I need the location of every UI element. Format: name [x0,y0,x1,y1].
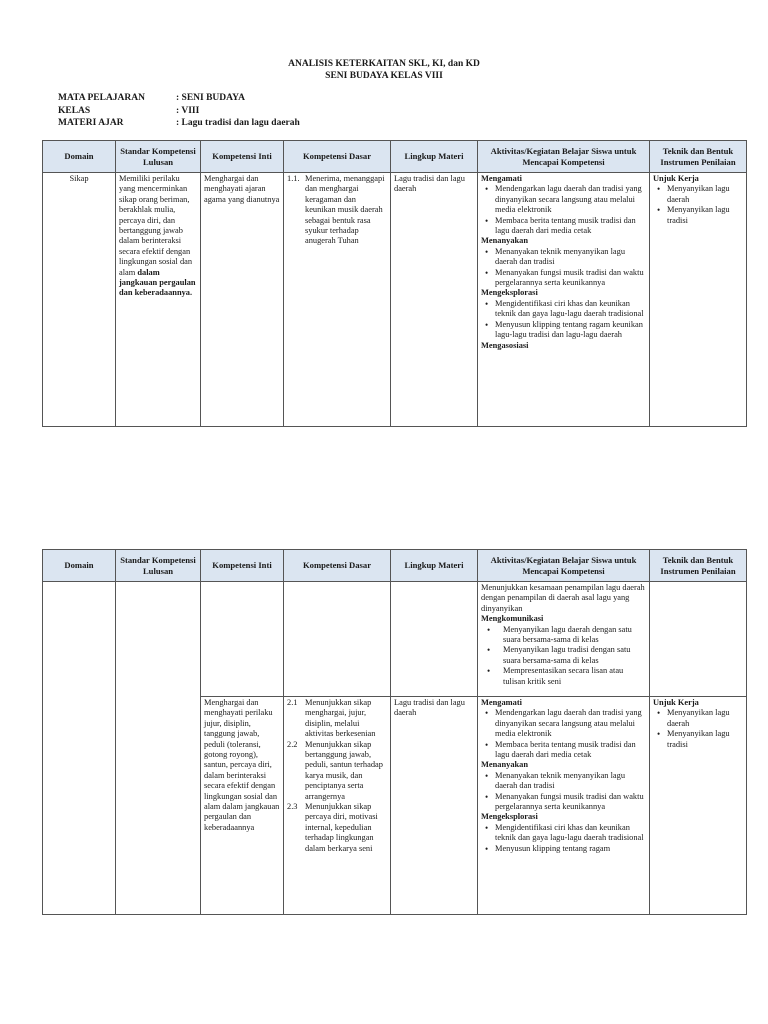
list-item: • Menyusun klipping tentang ragam keunikan lagu-lagu tradisi dan lagu-lagu daerah [481,320,646,341]
list-teknik [653,184,743,226]
analysis-table-2 [42,549,747,915]
cell-teknik [650,173,747,427]
header-ki: Kompetensi Inti [201,141,284,173]
heading-unjuk-kerja: Unjuk Kerja [653,174,699,183]
kd-text: Menunjukkan sikap percaya diri, motivasi internal, kepedulian terhadap lingkungan dalam berkarya seni [305,802,378,853]
list-item: • Mengidentifikasi ciri khas dan keunikan teknik dan gaya lagu-lagu daerah tradisional [481,823,646,844]
list-item: • Menyanyikan lagu daerah [653,708,743,729]
cell-aktivitas [478,173,650,427]
header-teknik: Teknik dan Bentuk Instrumen Penilaian [650,141,747,173]
list-menanyakan [481,771,646,813]
cell-ki: Menghargai dan menghayati ajaran agama yang dianutnya [201,173,284,427]
header-domain: Domain [43,550,116,582]
header-aktivitas: Aktivitas/Kegiatan Belajar Siswa untuk Mencapai Kompetensi [478,141,650,173]
header-teknik: Teknik dan Bentuk Instrumen Penilaian [650,550,747,582]
list-item: • Menanyakan fungsi musik tradisi dan waktu pergelarannya serta keunikannya [481,268,646,289]
cell-aktivitas [478,697,650,915]
header-domain: Domain [43,141,116,173]
kd-number: 2.3 [287,802,298,812]
kd-number: 2.2 [287,739,298,749]
cell-domain [43,582,116,915]
header-aktivitas: Aktivitas/Kegiatan Belajar Siswa untuk Mencapai Kompetensi [478,550,650,582]
header-ki: Kompetensi Inti [201,550,284,582]
list-item: • Mempresentasikan secara lisan atau tulisan kritik seni [481,666,646,687]
skl-text: Memiliki perilaku yang mencerminkan sikap orang beriman, berakhlak mulia, percaya diri, dan bertanggung jawab dalam berinteraksi secara efektif dengan lingkungan sosial dan alam [119,174,193,277]
list-item: • Menanyakan fungsi musik tradisi dan waktu pergelarannya serta keunikannya [481,792,646,813]
cell-kd [284,697,391,915]
document-meta [58,92,300,130]
heading-mengeksplorasi: Mengeksplorasi [481,812,538,822]
cell-materi: Lagu tradisi dan lagu daerah [391,173,478,427]
heading-mengamati: Mengamati [481,698,522,707]
list-mengeksplorasi [481,823,646,854]
table-row [43,582,747,697]
kd-text: Menunjukkan sikap menghargai, jujur, disiplin, melalui aktivitas berkesenian [305,698,376,739]
list-item: • Membaca berita tentang musik tradisi dan lagu daerah dari media cetak [481,216,646,237]
list-item: • Menyanyikan lagu daerah [653,184,743,205]
heading-menanyakan: Menanyakan [481,236,529,246]
list-item: • Membaca berita tentang musik tradisi dan lagu daerah dari media cetak [481,740,646,761]
meta-row-kelas [58,105,300,118]
list-item: • Menanyakan teknik menyanyikan lagu daerah dan tradisi [481,247,646,268]
header-kd: Kompetensi Dasar [284,141,391,173]
list-mengamati [481,708,646,760]
heading-mengamati: Mengamati [481,174,522,183]
list-item: • Menyusun klipping tentang ragam [481,844,646,854]
list-item: • Mendengarkan lagu daerah dan tradisi yang dinyanyikan secara langsung atau melalui media elektronik [481,184,646,215]
kd-item [287,740,387,802]
list-item: • Mengidentifikasi ciri khas dan keunikan teknik dan gaya lagu-lagu daerah tradisional [481,299,646,320]
heading-mengkomunikasi: Mengkomunikasi [481,614,544,624]
kd-text: Menunjukkan sikap bertanggung jawab, peduli, santun terhadap karya musik, dan penciptanya serta arrangernya [305,739,383,801]
meta-label: KELAS [58,105,91,116]
cell-materi-empty [391,582,478,697]
kd-number: 1.1. [287,174,300,183]
list-item: • Menyanyikan lagu tradisi [653,729,743,750]
list-item: • Menyanyikan lagu tradisi dengan satu suara bersama-sama di kelas [481,645,646,666]
cell-teknik [650,697,747,915]
list-item: • Menanyakan teknik menyanyikan lagu daerah dan tradisi [481,771,646,792]
meta-label: MATERI AJAR [58,118,124,128]
meta-value: : SENI BUDAYA [176,93,245,103]
header-skl: Standar Kompetensi Lulusan [116,141,201,173]
list-item: • Menyanyikan lagu tradisi [653,205,743,226]
cell-aktivitas [478,582,650,697]
meta-value: : VIII [176,105,200,116]
list-teknik [653,708,743,750]
cell-teknik-empty [650,582,747,697]
document-subtitle: SENI BUDAYA KELAS VIII [325,71,443,81]
cell-kd-empty [284,582,391,697]
header-skl: Standar Kompetensi Lulusan [116,550,201,582]
list-menanyakan [481,247,646,289]
meta-row-mapel [58,92,300,105]
list-mengeksplorasi [481,299,646,341]
analysis-table-1 [42,140,747,427]
kd-item [287,698,387,740]
table-row [43,173,747,427]
table-header-row [43,550,747,582]
meta-label: MATA PELAJARAN [58,93,145,103]
cell-ki: Menghargai dan menghayati perilaku jujur, disiplin, tanggung jawab, peduli (toleransi, gotong royong), santun, percaya diri, dalam berinteraksi secara efektif dengan lingkungan sosial dan alam dalam jangkauan pergaulan dan keberadaannya [201,697,284,915]
meta-row-materi [58,117,300,130]
kd-item [287,802,387,854]
heading-mengeksplorasi: Mengeksplorasi [481,288,538,298]
kd-item [287,174,387,247]
heading-unjuk-kerja: Unjuk Kerja [653,698,699,707]
continued-text: Menunjukkan kesamaan penampilan lagu daerah dengan penampilan di daerah asal lagu yang dinyanyikan [481,583,645,613]
list-mengkomunikasi [481,625,646,687]
heading-menanyakan: Menanyakan [481,760,529,770]
cell-domain: Sikap [43,173,116,427]
list-item: • Menyanyikan lagu daerah dengan satu suara bersama-sama di kelas [481,625,646,646]
kd-text: Menerima, menanggapi dan menghargai keragaman dan keunikan musik daerah sebagai bentuk rasa syukur terhadap anugerah Tuhan [305,174,385,246]
header-kd: Kompetensi Dasar [284,550,391,582]
cell-skl [116,173,201,427]
cell-ki-empty [201,582,284,697]
list-mengamati [481,184,646,236]
header-materi: Lingkup Materi [391,550,478,582]
meta-value: : Lagu tradisi dan lagu daerah [176,118,300,128]
kd-number: 2.1 [287,698,298,707]
table-header-row [43,141,747,173]
heading-mengasosiasi: Mengasosiasi [481,340,529,350]
cell-kd [284,173,391,427]
header-materi: Lingkup Materi [391,141,478,173]
skl-bold-text: dalam jangkauan pergaulan dan keberadaannya. [119,267,196,298]
document-title: ANALISIS KETERKAITAN SKL, KI, dan KD [288,59,480,69]
cell-materi: Lagu tradisi dan lagu daerah [391,697,478,915]
cell-skl [116,582,201,915]
list-item: • Mendengarkan lagu daerah dan tradisi yang dinyanyikan secara langsung atau melalui media elektronik [481,708,646,739]
